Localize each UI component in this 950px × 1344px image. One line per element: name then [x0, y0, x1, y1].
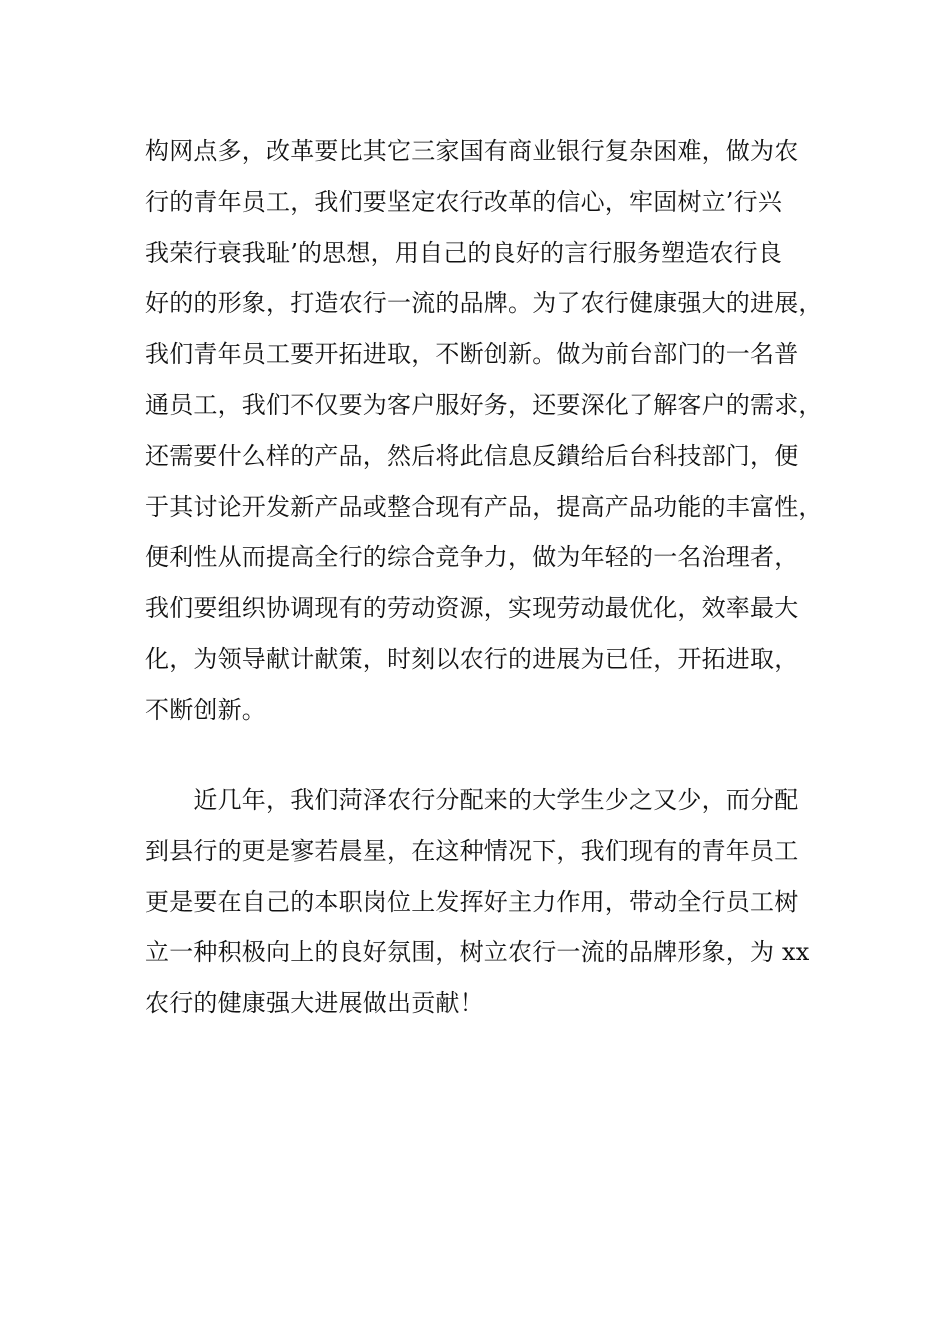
text-line: 不断创新。	[145, 695, 266, 724]
text-line: 行的青年员工，我们要坚定农行改革的信心，牢固树立’行兴	[145, 187, 783, 216]
text-line: 更是要在自己的本职岗位上发挥好主力作用，带动全行员工树	[145, 887, 799, 916]
text-line: 农行的健康强大进展做出贡献！	[145, 989, 484, 1018]
text-line: 我们青年员工要开拓进取，不断创新。做为前台部门的一名普	[145, 340, 799, 369]
text-line: 还需要什么样的产品，然后将此信息反鐀给后台科技部门，便	[145, 441, 799, 470]
paragraph-2	[145, 775, 845, 1029]
paragraph-1	[145, 126, 845, 736]
text-line: 到县行的更是寥若晨星，在这种情况下，我们现有的青年员工	[145, 836, 799, 865]
text-line: 化，为领导献计献策，时刻以农行的进展为已任，开拓进取，	[145, 644, 799, 673]
text-line: 我们要组织协调现有的劳动资源，实现劳动最优化，效率最大	[145, 594, 799, 623]
text-line: 通员工，我们不仅要为客户服好务，还要深化了解客户的需求，	[145, 390, 823, 419]
text-line: 便利性从而提高全行的综合竞争力，做为年轻的一名治理者，	[145, 543, 799, 572]
text-line: 近几年，我们菏泽农行分配来的大学生少之又少，而分配	[145, 786, 799, 814]
text-line: 立一种积极向上的良好氛围，树立农行一流的品牌形象，为 xx	[145, 938, 810, 967]
text-line: 构网点多，改革要比其它三家国有商业银行复杂困难，做为农	[145, 137, 799, 165]
text-line: 我荣行衰我耻’的思想，用自己的良好的言行服务塑造农行良	[145, 238, 783, 267]
text-line: 好的的形象，打造农行一流的品牌。为了农行健康强大的进展，	[145, 289, 823, 318]
text-line: 于其讨论开发新产品或整合现有产品，提高产品功能的丰富性，	[145, 492, 823, 521]
